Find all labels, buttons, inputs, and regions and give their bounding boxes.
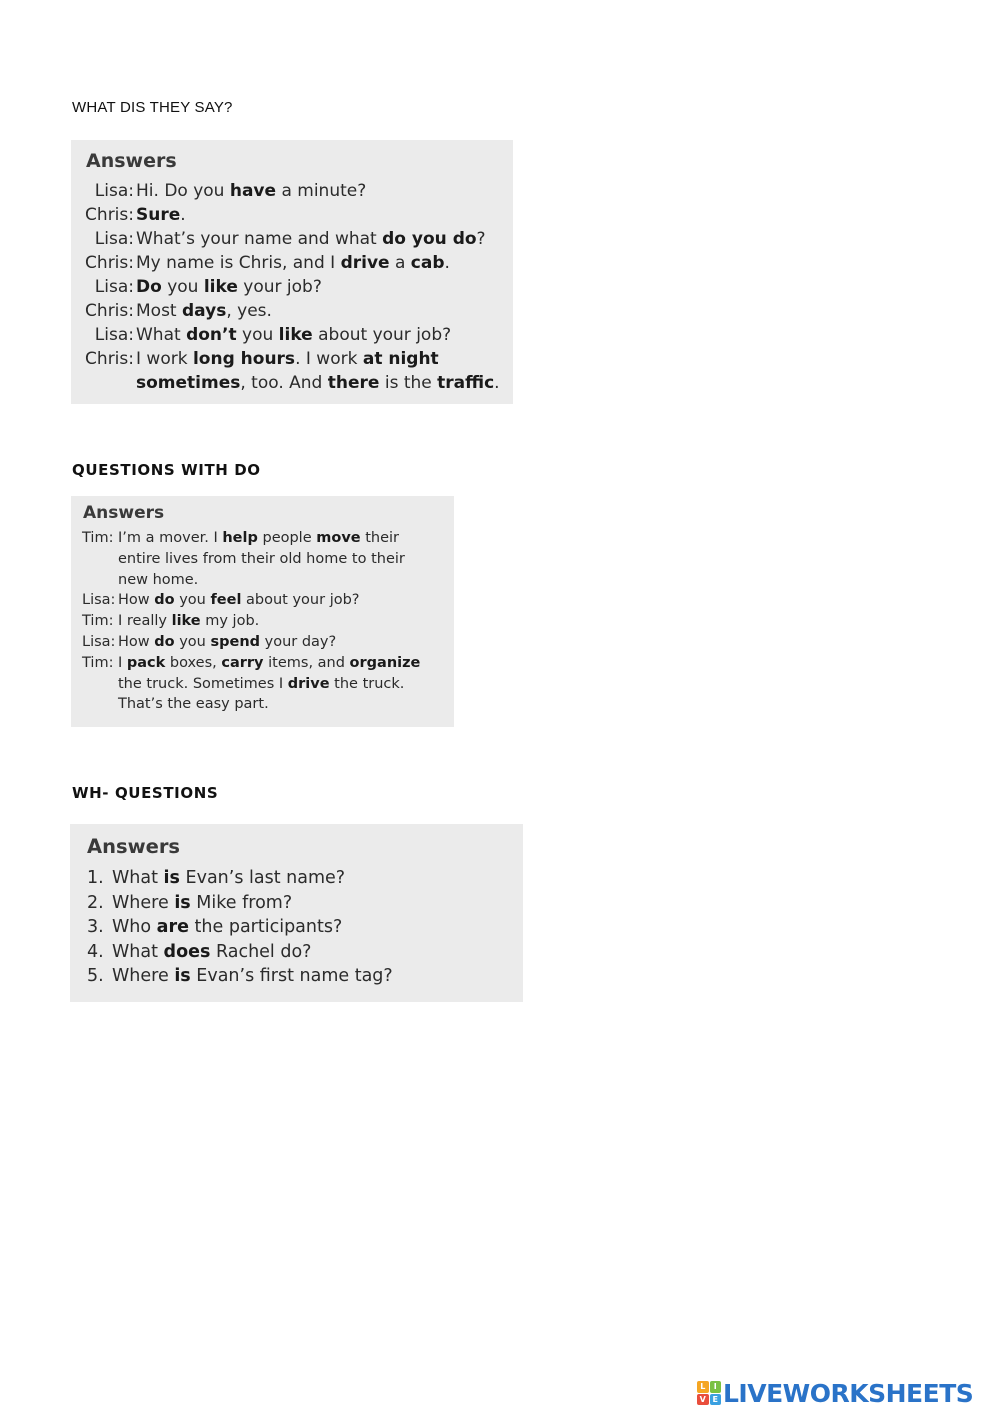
text-run: .	[444, 253, 450, 273]
bold-phrase: move	[316, 530, 361, 546]
liveworksheets-logo-icon	[697, 1381, 721, 1405]
answers-box-3	[70, 824, 523, 1002]
text-run: you	[161, 277, 204, 297]
bold-phrase: is	[174, 966, 191, 987]
bold-phrase: drive	[287, 675, 330, 692]
speaker-name: Chris:	[85, 301, 134, 321]
line-text	[118, 613, 259, 629]
dialogue-line	[71, 373, 513, 397]
bold-phrase: does	[163, 941, 211, 962]
text-run: I really	[118, 613, 172, 630]
bold-phrase: spend	[210, 633, 261, 650]
line-text	[136, 229, 486, 249]
dialogue-line	[71, 551, 454, 572]
question-item	[70, 966, 523, 991]
text-run: the truck. Sometimes I	[118, 675, 288, 692]
line-text	[136, 301, 272, 321]
line-text	[112, 942, 311, 962]
bold-phrase: do	[154, 592, 175, 609]
text-run: ?	[476, 229, 486, 249]
answers-title: Answers	[86, 150, 177, 172]
speaker-name: Lisa:	[82, 633, 116, 650]
logo-text: LIVEWORKSHEETS	[723, 1378, 974, 1408]
text-run: Who	[112, 917, 157, 938]
question-item	[70, 942, 523, 967]
text-run: Most	[136, 301, 182, 321]
line-text	[118, 655, 420, 671]
line-text	[136, 253, 450, 273]
text-run: How	[118, 592, 155, 609]
logo-tile: I	[710, 1381, 722, 1393]
dialogue-line	[71, 613, 454, 634]
text-run: What	[112, 868, 164, 888]
text-run: boxes,	[165, 654, 222, 671]
item-number: 4.	[87, 941, 104, 962]
dialogue-lines	[71, 530, 454, 717]
text-run: .	[180, 205, 186, 225]
dialogue-line	[71, 572, 454, 593]
text-run: your day?	[260, 633, 337, 650]
dialogue-line	[71, 530, 454, 551]
text-run: new home.	[118, 571, 199, 588]
text-run: Mike from?	[190, 892, 293, 913]
line-text	[118, 530, 399, 546]
line-text	[118, 572, 198, 588]
speaker-name: Tim:	[82, 613, 114, 630]
answers-box-1	[71, 140, 513, 404]
dialogue-line	[71, 325, 513, 349]
text-run: is the	[379, 373, 438, 393]
bold-phrase: traffic	[437, 373, 495, 393]
bold-phrase: is	[174, 892, 191, 913]
question-item	[70, 893, 523, 918]
bold-phrase: is	[163, 868, 180, 888]
bold-phrase: Sure	[136, 205, 181, 225]
bold-phrase: cab	[410, 253, 445, 273]
text-run: I work	[136, 349, 193, 369]
line-text	[136, 349, 439, 369]
bold-phrase: at night	[362, 349, 439, 369]
item-number: 3.	[87, 917, 104, 938]
text-run: . I work	[295, 349, 363, 369]
bold-phrase: days	[182, 301, 227, 321]
bold-phrase: sometimes	[136, 373, 241, 393]
dialogue-line	[71, 277, 513, 301]
dialogue-line	[71, 634, 454, 655]
bold-phrase: pack	[126, 654, 166, 671]
text-run: your job?	[237, 277, 322, 297]
dialogue-line	[71, 696, 454, 717]
text-run: Where	[112, 892, 175, 913]
text-run: the participants?	[188, 917, 343, 938]
line-text	[112, 917, 342, 937]
question-item	[70, 917, 523, 942]
bold-phrase: do you do	[382, 229, 477, 249]
section2-heading: QUESTIONS WITH DO	[72, 461, 261, 479]
text-run: about your job?	[312, 325, 452, 345]
speaker-name: Chris:	[85, 205, 134, 225]
text-run: I’m a mover. I	[118, 530, 223, 546]
line-text	[136, 205, 186, 225]
bold-phrase: drive	[340, 253, 390, 273]
item-number: 5.	[87, 966, 104, 987]
logo-tile: V	[697, 1394, 709, 1406]
dialogue-line	[71, 655, 454, 676]
text-run: That’s the easy part.	[118, 696, 269, 713]
text-run: people	[257, 530, 317, 546]
text-run: Evan’s first name tag?	[190, 966, 393, 987]
line-text	[118, 676, 404, 692]
text-run: Hi. Do you	[136, 181, 230, 201]
text-run: What’s your name and what	[136, 229, 383, 249]
bold-phrase: are	[156, 917, 189, 938]
speaker-name: Chris:	[85, 349, 134, 369]
line-text	[118, 696, 269, 712]
dialogue-lines	[71, 181, 513, 397]
logo-tile: E	[710, 1394, 722, 1406]
section3-heading: WH- QUESTIONS	[72, 784, 219, 802]
line-text	[118, 551, 405, 567]
text-run: a	[389, 253, 411, 273]
item-number: 2.	[87, 892, 104, 913]
line-text	[112, 966, 393, 986]
text-run: entire lives from their old home to their	[118, 550, 405, 567]
speaker-name: Lisa:	[94, 181, 134, 201]
bold-phrase: like	[278, 325, 313, 345]
text-run: about your job?	[241, 592, 360, 609]
line-text	[118, 592, 360, 608]
dialogue-line	[71, 349, 513, 373]
text-run: What	[112, 941, 164, 962]
dialogue-line	[71, 676, 454, 697]
speaker-name: Lisa:	[94, 325, 134, 345]
dialogue-line	[71, 301, 513, 325]
text-run: , yes.	[226, 301, 272, 321]
answers-title: Answers	[87, 835, 181, 858]
line-text	[136, 277, 322, 297]
dialogue-line	[71, 592, 454, 613]
item-number: 1.	[87, 868, 104, 888]
bold-phrase: like	[203, 277, 238, 297]
section1-heading: WHAT DIS THEY SAY?	[72, 99, 233, 116]
dialogue-line	[71, 229, 513, 253]
bold-phrase: Do	[136, 277, 162, 297]
bold-phrase: don’t	[186, 325, 237, 345]
dialogue-line	[71, 181, 513, 205]
bold-phrase: feel	[210, 592, 242, 609]
liveworksheets-logo	[697, 1378, 973, 1408]
speaker-name: Tim:	[82, 654, 114, 671]
text-run: a minute?	[276, 181, 367, 201]
speaker-name: Lisa:	[94, 277, 134, 297]
bold-phrase: carry	[221, 654, 264, 671]
bold-phrase: like	[171, 613, 201, 630]
text-run: the truck.	[329, 675, 405, 692]
text-run: my job.	[200, 613, 260, 630]
question-list	[70, 868, 523, 991]
line-text	[136, 325, 451, 345]
question-item	[70, 868, 523, 893]
speaker-name: Lisa:	[82, 592, 116, 609]
bold-phrase: help	[222, 530, 258, 546]
bold-phrase: have	[229, 181, 277, 201]
text-run: My name is Chris, and I	[136, 253, 341, 273]
text-run: How	[118, 633, 155, 650]
text-run: Evan’s last name?	[179, 868, 346, 888]
text-run: you	[236, 325, 279, 345]
line-text	[112, 868, 345, 888]
text-run: Where	[112, 966, 175, 987]
bold-phrase: organize	[349, 654, 421, 671]
bold-phrase: long hours	[192, 349, 296, 369]
text-run: you	[174, 592, 211, 609]
logo-tile: L	[697, 1381, 709, 1393]
answers-box-2	[71, 496, 454, 727]
speaker-name: Chris:	[85, 253, 134, 273]
bold-phrase: do	[154, 633, 175, 650]
answers-title: Answers	[83, 503, 165, 523]
text-run: you	[174, 633, 211, 650]
text-run: What	[136, 325, 187, 345]
dialogue-line	[71, 253, 513, 277]
text-run: , too. And	[240, 373, 328, 393]
dialogue-line	[71, 205, 513, 229]
line-text	[112, 893, 292, 913]
bold-phrase: there	[327, 373, 380, 393]
text-run: Rachel do?	[210, 941, 312, 962]
text-run: .	[494, 373, 500, 393]
text-run: their	[360, 530, 400, 546]
line-text	[136, 181, 366, 201]
text-run: items, and	[263, 654, 350, 671]
text-run: I	[118, 654, 127, 671]
speaker-name: Tim:	[82, 530, 114, 546]
speaker-name: Lisa:	[94, 229, 134, 249]
line-text	[136, 373, 500, 393]
line-text	[118, 634, 336, 650]
